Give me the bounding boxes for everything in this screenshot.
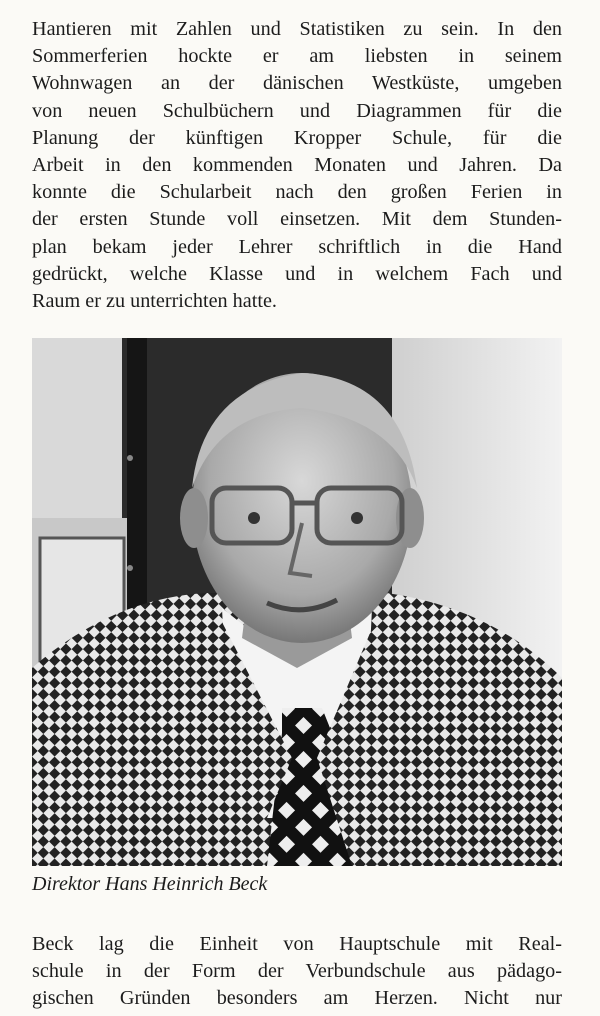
text-line: Hantieren mit Zahlen und Statistiken zu sein. In den xyxy=(32,18,562,40)
text-line: Beck lag die Einheit von Hauptschule mit Real- xyxy=(32,933,562,955)
text-line: Sommerferien hockte er am liebsten in seinem xyxy=(32,45,562,68)
text-line: Wohnwagen an der dänischen Westküste, umgeben xyxy=(32,72,562,95)
text-line: plan bekam jeder Lehrer schriftlich in die Hand xyxy=(32,235,562,258)
text-line: Arbeit in den kommenden Monaten und Jahren. Da xyxy=(32,153,562,176)
text-line: von neuen Schulbüchern und Diagrammen für die xyxy=(32,99,562,122)
photo-caption: Direktor Hans Heinrich Beck xyxy=(32,873,268,895)
body-paragraph-bottom xyxy=(32,931,562,1013)
text-line: schule in der Form der Verbundschule aus pädago- xyxy=(32,960,562,983)
text-line: Planung der künftigen Kropper Schule, für die xyxy=(32,126,562,149)
body-paragraph-top xyxy=(32,16,562,315)
portrait-photo-image xyxy=(32,338,562,866)
text-line: der ersten Stunde voll einsetzen. Mit dem Stunden- xyxy=(32,208,562,231)
portrait-photo xyxy=(32,338,562,866)
text-line: gischen Gründen besonders am Herzen. Nicht nur xyxy=(32,987,562,1010)
text-line: Raum er zu unterrichten hatte. xyxy=(32,289,277,312)
text-line: konnte die Schularbeit nach den großen Ferien in xyxy=(32,181,562,204)
text-line: gedrückt, welche Klasse und in welchem Fach und xyxy=(32,262,562,285)
